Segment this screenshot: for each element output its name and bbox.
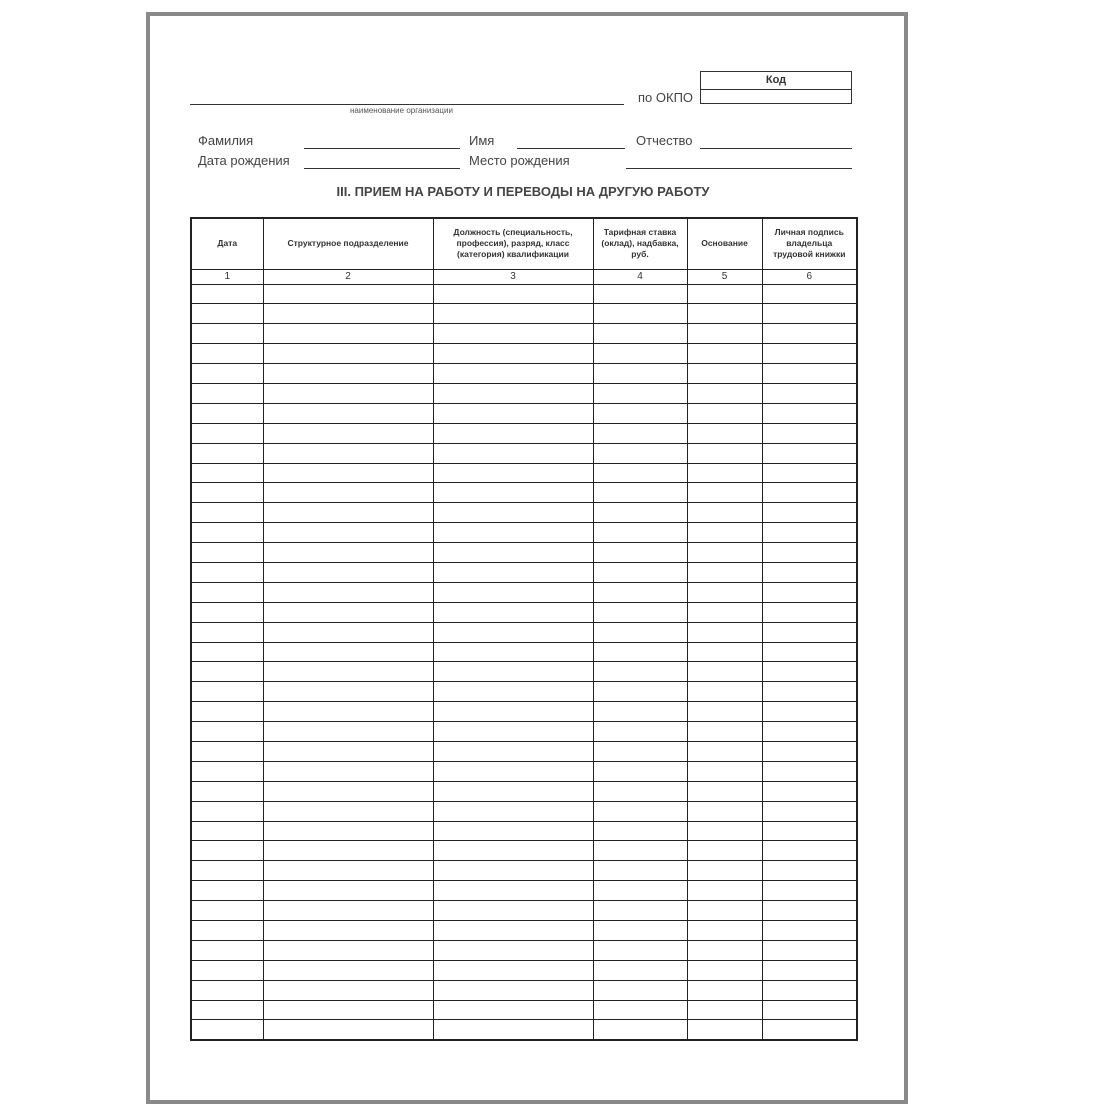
table-cell[interactable] [687,523,762,543]
table-cell[interactable] [263,383,433,403]
table-cell[interactable] [433,861,593,881]
table-cell[interactable] [593,543,687,563]
table-cell[interactable] [191,921,263,941]
table-cell[interactable] [593,562,687,582]
table-cell[interactable] [433,781,593,801]
table-cell[interactable] [191,901,263,921]
table-cell[interactable] [687,682,762,702]
table-cell[interactable] [263,344,433,364]
table-row [191,682,857,702]
table-cell[interactable] [687,741,762,761]
table-row [191,801,857,821]
table-cell[interactable] [687,801,762,821]
table-cell[interactable] [263,1020,433,1040]
table-cell[interactable] [762,503,857,523]
table-cell[interactable] [762,881,857,901]
section-title: III. ПРИЕМ НА РАБОТУ И ПЕРЕВОДЫ НА ДРУГУЮ РАБОТУ [336,184,710,199]
table-cell[interactable] [263,403,433,423]
table-cell[interactable] [263,1000,433,1020]
name-field[interactable] [517,148,625,149]
table-cell[interactable] [687,921,762,941]
table-cell[interactable] [191,324,263,344]
table-cell[interactable] [687,463,762,483]
table-cell[interactable] [433,980,593,1000]
table-cell[interactable] [191,523,263,543]
organization-name-line[interactable] [190,104,624,105]
table-row [191,443,857,463]
table-cell[interactable] [762,1000,857,1020]
table-cell[interactable] [687,662,762,682]
table-cell[interactable] [687,861,762,881]
table-cell[interactable] [593,821,687,841]
table-cell[interactable] [593,960,687,980]
birth-date-field[interactable] [304,168,460,169]
table-row [191,403,857,423]
birth-date-label: Дата рождения [198,153,290,168]
table-cell[interactable] [593,841,687,861]
table-cell[interactable] [191,781,263,801]
table-cell[interactable] [263,324,433,344]
table-cell[interactable] [762,523,857,543]
name-label: Имя [469,133,495,148]
table-cell[interactable] [687,364,762,384]
table-cell[interactable] [191,383,263,403]
table-row [191,722,857,742]
table-cell[interactable] [593,364,687,384]
table-cell[interactable] [263,682,433,702]
table-cell[interactable] [762,1020,857,1040]
table-row [191,304,857,324]
table-cell[interactable] [593,921,687,941]
table-cell[interactable] [593,702,687,722]
table-cell[interactable] [263,562,433,582]
header-salary: Тарифная ставка (оклад), надбавка, руб. [593,218,687,269]
table-cell[interactable] [191,761,263,781]
table-cell[interactable] [593,761,687,781]
table-cell[interactable] [762,841,857,861]
column-number: 5 [687,269,762,284]
header-department: Структурное подразделение [263,218,433,269]
header-date: Дата [191,218,263,269]
table-cell[interactable] [263,841,433,861]
table-cell[interactable] [433,921,593,941]
table-cell[interactable] [593,403,687,423]
table-row [191,781,857,801]
table-cell[interactable] [433,344,593,364]
table-row [191,602,857,622]
table-cell[interactable] [687,642,762,662]
table-cell[interactable] [687,403,762,423]
table-cell[interactable] [593,781,687,801]
table-row [191,344,857,364]
table-cell[interactable] [762,642,857,662]
table-cell[interactable] [687,1000,762,1020]
table-cell[interactable] [762,364,857,384]
code-value-field[interactable] [701,90,851,104]
table-cell[interactable] [762,463,857,483]
table-cell[interactable] [687,821,762,841]
table-cell[interactable] [263,543,433,563]
table-cell[interactable] [433,503,593,523]
table-cell[interactable] [762,443,857,463]
table-row [191,383,857,403]
okpo-label: по ОКПО [638,90,694,105]
table-cell[interactable] [433,801,593,821]
table-cell[interactable] [433,642,593,662]
table-cell[interactable] [263,364,433,384]
table-cell[interactable] [593,582,687,602]
table-cell[interactable] [263,960,433,980]
table-cell[interactable] [433,622,593,642]
table-cell[interactable] [593,503,687,523]
column-number: 6 [762,269,857,284]
table-cell[interactable] [687,841,762,861]
table-cell[interactable] [263,443,433,463]
table-cell[interactable] [762,940,857,960]
table-cell[interactable] [433,324,593,344]
table-cell[interactable] [762,543,857,563]
table-cell[interactable] [687,881,762,901]
table-cell[interactable] [433,761,593,781]
table-cell[interactable] [433,702,593,722]
table-row [191,881,857,901]
table-cell[interactable] [593,1000,687,1020]
table-cell[interactable] [191,960,263,980]
table-cell[interactable] [191,443,263,463]
table-cell[interactable] [687,761,762,781]
table-cell[interactable] [593,304,687,324]
table-cell[interactable] [762,383,857,403]
table-cell[interactable] [433,403,593,423]
table-row [191,821,857,841]
table-cell[interactable] [263,523,433,543]
table-cell[interactable] [593,622,687,642]
table-row [191,960,857,980]
table-cell[interactable] [433,741,593,761]
table-cell[interactable] [762,821,857,841]
table-cell[interactable] [762,662,857,682]
table-cell[interactable] [263,423,433,443]
table-cell[interactable] [762,284,857,304]
table-cell[interactable] [263,980,433,1000]
table-row [191,1000,857,1020]
table-cell[interactable] [433,901,593,921]
table-row [191,741,857,761]
table-cell[interactable] [191,403,263,423]
table-cell[interactable] [263,304,433,324]
table-cell[interactable] [762,861,857,881]
table-row [191,662,857,682]
table-cell[interactable] [263,821,433,841]
table-cell[interactable] [762,403,857,423]
table-cell[interactable] [762,483,857,503]
table-cell[interactable] [433,960,593,980]
table-cell[interactable] [263,503,433,523]
table-cell[interactable] [263,901,433,921]
table-cell[interactable] [433,284,593,304]
table-cell[interactable] [433,722,593,742]
column-number: 4 [593,269,687,284]
table-cell[interactable] [762,901,857,921]
table-cell[interactable] [593,881,687,901]
table-cell[interactable] [687,980,762,1000]
table-cell[interactable] [191,582,263,602]
table-row [191,523,857,543]
table-cell[interactable] [762,702,857,722]
table-cell[interactable] [762,682,857,702]
table-cell[interactable] [687,940,762,960]
table-cell[interactable] [762,980,857,1000]
header-position: Должность (специальность, профессия), разряд, класс (категория) квалификации [433,218,593,269]
employment-table [190,217,858,1041]
table-row [191,463,857,483]
table-cell[interactable] [191,722,263,742]
table-row [191,901,857,921]
table-cell[interactable] [687,503,762,523]
table-cell[interactable] [433,562,593,582]
table-cell[interactable] [263,722,433,742]
table-cell[interactable] [433,682,593,702]
table-cell[interactable] [762,761,857,781]
table-cell[interactable] [687,383,762,403]
table-cell[interactable] [263,781,433,801]
table-cell[interactable] [593,344,687,364]
table-row [191,861,857,881]
table-row [191,582,857,602]
table-cell[interactable] [433,1000,593,1020]
table-cell[interactable] [191,881,263,901]
table-cell[interactable] [191,483,263,503]
table-cell[interactable] [191,821,263,841]
table-cell[interactable] [191,364,263,384]
table-cell[interactable] [593,463,687,483]
table-cell[interactable] [263,622,433,642]
table-cell[interactable] [762,921,857,941]
table-cell[interactable] [433,821,593,841]
table-cell[interactable] [593,642,687,662]
table-cell[interactable] [593,741,687,761]
table-cell[interactable] [191,344,263,364]
table-cell[interactable] [433,662,593,682]
column-number: 2 [263,269,433,284]
organization-caption: наименование организации [350,106,453,115]
table-cell[interactable] [687,304,762,324]
table-cell[interactable] [593,1020,687,1040]
table-cell[interactable] [263,662,433,682]
column-number: 1 [191,269,263,284]
table-cell[interactable] [263,602,433,622]
table-cell[interactable] [191,940,263,960]
table-cell[interactable] [263,921,433,941]
table-cell[interactable] [593,423,687,443]
table-cell[interactable] [593,483,687,503]
table-cell[interactable] [593,523,687,543]
table-cell[interactable] [191,841,263,861]
table-row [191,980,857,1000]
table-cell[interactable] [191,622,263,642]
table-cell[interactable] [593,284,687,304]
table-row [191,503,857,523]
table-cell[interactable] [191,662,263,682]
table-cell[interactable] [593,722,687,742]
table-cell[interactable] [687,901,762,921]
table-cell[interactable] [191,642,263,662]
table-cell[interactable] [191,304,263,324]
table-cell[interactable] [263,642,433,662]
table-cell[interactable] [263,582,433,602]
table-cell[interactable] [687,562,762,582]
table-row [191,940,857,960]
table-cell[interactable] [191,702,263,722]
table-row [191,1020,857,1040]
table-cell[interactable] [191,801,263,821]
table-cell[interactable] [687,483,762,503]
table-cell[interactable] [687,602,762,622]
table-cell[interactable] [687,543,762,563]
table-cell[interactable] [433,602,593,622]
table-cell[interactable] [593,602,687,622]
header-signature: Личная подпись владельца трудовой книжки [762,218,857,269]
table-cell[interactable] [687,344,762,364]
table-cell[interactable] [433,463,593,483]
header-basis: Основание [687,218,762,269]
table-row [191,423,857,443]
table-cell[interactable] [687,722,762,742]
table-row [191,364,857,384]
table-cell[interactable] [762,304,857,324]
table-cell[interactable] [263,463,433,483]
table-cell[interactable] [263,483,433,503]
patronymic-label: Отчество [636,133,693,148]
table-cell[interactable] [433,523,593,543]
table-row [191,324,857,344]
table-header-row [191,218,857,269]
table-row [191,562,857,582]
table-cell[interactable] [263,940,433,960]
column-number: 3 [433,269,593,284]
birth-place-field[interactable] [626,168,852,169]
table-cell[interactable] [593,940,687,960]
table-row [191,483,857,503]
surname-label: Фамилия [198,133,254,148]
table-cell[interactable] [593,901,687,921]
table-cell[interactable] [191,503,263,523]
table-row [191,841,857,861]
table-cell[interactable] [762,741,857,761]
table-cell[interactable] [433,364,593,384]
table-cell[interactable] [593,682,687,702]
table-row [191,921,857,941]
table-cell[interactable] [433,304,593,324]
patronymic-field[interactable] [700,148,852,149]
table-cell[interactable] [687,1020,762,1040]
table-row [191,702,857,722]
table-cell[interactable] [433,881,593,901]
table-cell[interactable] [762,324,857,344]
table-cell[interactable] [433,841,593,861]
table-cell[interactable] [762,344,857,364]
table-cell[interactable] [263,761,433,781]
table-cell[interactable] [762,562,857,582]
table-cell[interactable] [191,602,263,622]
table-cell[interactable] [191,284,263,304]
table-cell[interactable] [191,980,263,1000]
table-cell[interactable] [762,602,857,622]
table-row [191,761,857,781]
table-cell[interactable] [687,582,762,602]
table-cell[interactable] [762,622,857,642]
table-cell[interactable] [191,463,263,483]
table-cell[interactable] [762,582,857,602]
table-cell[interactable] [191,1020,263,1040]
table-cell[interactable] [263,284,433,304]
table-cell[interactable] [687,284,762,304]
table-cell[interactable] [687,443,762,463]
table-cell[interactable] [593,801,687,821]
table-cell[interactable] [687,960,762,980]
table-cell[interactable] [191,682,263,702]
table-cell[interactable] [687,423,762,443]
table-cell[interactable] [191,1000,263,1020]
table-cell[interactable] [593,383,687,403]
table-cell[interactable] [191,543,263,563]
table-row [191,543,857,563]
table-cell[interactable] [433,582,593,602]
table-cell[interactable] [762,781,857,801]
table-cell[interactable] [433,940,593,960]
table-cell[interactable] [433,383,593,403]
table-cell[interactable] [762,423,857,443]
table-cell[interactable] [433,443,593,463]
table-cell[interactable] [687,622,762,642]
table-cell[interactable] [191,741,263,761]
table-cell[interactable] [191,861,263,881]
table-cell[interactable] [263,801,433,821]
table-cell[interactable] [263,702,433,722]
table-cell[interactable] [433,423,593,443]
table-cell[interactable] [762,960,857,980]
code-box [700,71,852,104]
table-row [191,642,857,662]
table-row [191,284,857,304]
table-row [191,622,857,642]
table-cell[interactable] [263,881,433,901]
surname-field[interactable] [304,148,460,149]
table-cell[interactable] [433,483,593,503]
table-cell[interactable] [687,324,762,344]
table-cell[interactable] [762,722,857,742]
table-cell[interactable] [593,861,687,881]
code-header: Код [701,72,851,90]
table-cell[interactable] [762,801,857,821]
table-cell[interactable] [593,443,687,463]
table-cell[interactable] [191,423,263,443]
table-cell[interactable] [433,543,593,563]
table-cell[interactable] [687,702,762,722]
table-cell[interactable] [593,324,687,344]
column-number-row [191,269,857,284]
table-cell[interactable] [593,662,687,682]
table-cell[interactable] [433,1020,593,1040]
birth-place-label: Место рождения [469,153,570,168]
table-cell[interactable] [191,562,263,582]
table-cell[interactable] [263,741,433,761]
table-cell[interactable] [593,980,687,1000]
table-cell[interactable] [263,861,433,881]
table-cell[interactable] [687,781,762,801]
